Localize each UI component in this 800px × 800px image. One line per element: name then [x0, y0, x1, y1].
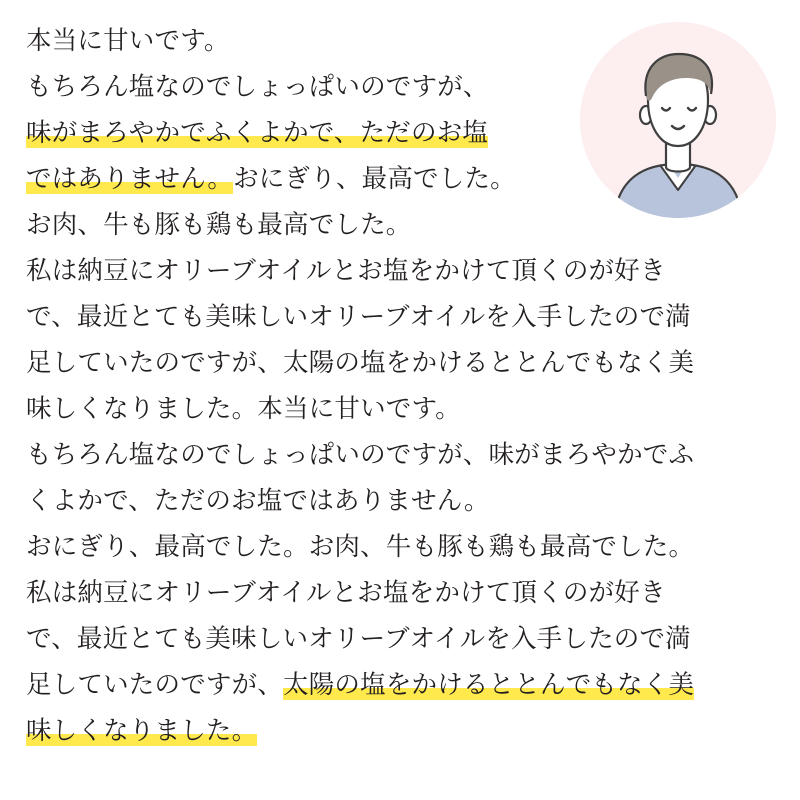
text-run: 足していたのですが、	[26, 671, 284, 699]
text-run: もちろん塩なのでしょっぱいのですが、	[26, 73, 489, 101]
testimonial-line	[26, 340, 774, 386]
testimonial-line	[26, 202, 566, 248]
testimonial-line	[26, 248, 774, 294]
testimonial-line	[26, 524, 774, 570]
testimonial-line	[26, 64, 566, 110]
text-run: くよかで、ただのお塩ではありません。	[26, 487, 490, 515]
text-run: もちろん塩なのでしょっぱいのですが、味がまろやかでふ	[26, 441, 695, 469]
testimonial-line	[26, 110, 566, 156]
highlighted-text: ではありません。	[26, 165, 234, 193]
text-run: 私は納豆にオリーブオイルとお塩をかけて頂くのが好き	[26, 257, 666, 285]
text-run: おにぎり、最高でした。お肉、牛も豚も鶏も最高でした。	[26, 533, 695, 561]
text-run: 足していたのですが、太陽の塩をかけるととんでもなく美	[26, 349, 695, 377]
text-run: 味しくなりました。本当に甘いです。	[26, 395, 461, 423]
testimonial-line	[26, 386, 774, 432]
testimonial-line	[26, 478, 774, 524]
text-run: で、最近とても美味しいオリーブオイルを入手したので満	[26, 625, 691, 653]
text-run: お肉、牛も豚も鶏も最高でした。	[26, 211, 412, 239]
testimonial-line	[26, 708, 774, 754]
highlighted-text: 味しくなりました。	[26, 717, 258, 745]
testimonial-line	[26, 156, 566, 202]
testimonial-line	[26, 432, 774, 478]
highlighted-text: 味がまろやかでふくよかで、ただのお塩	[26, 119, 489, 147]
text-run: 本当に甘いです。	[26, 27, 230, 55]
text-run: で、最近とても美味しいオリーブオイルを入手したので満	[26, 303, 691, 331]
testimonial-line	[26, 294, 774, 340]
testimonial-body	[26, 18, 774, 754]
testimonial-line	[26, 18, 566, 64]
text-run: おにぎり、最高でした。	[233, 165, 516, 193]
text-run: 私は納豆にオリーブオイルとお塩をかけて頂くのが好き	[26, 579, 666, 607]
testimonial-line	[26, 616, 774, 662]
testimonial-line	[26, 570, 774, 616]
testimonial-line	[26, 662, 774, 708]
highlighted-text: 太陽の塩をかけるととんでもなく美	[283, 671, 695, 699]
